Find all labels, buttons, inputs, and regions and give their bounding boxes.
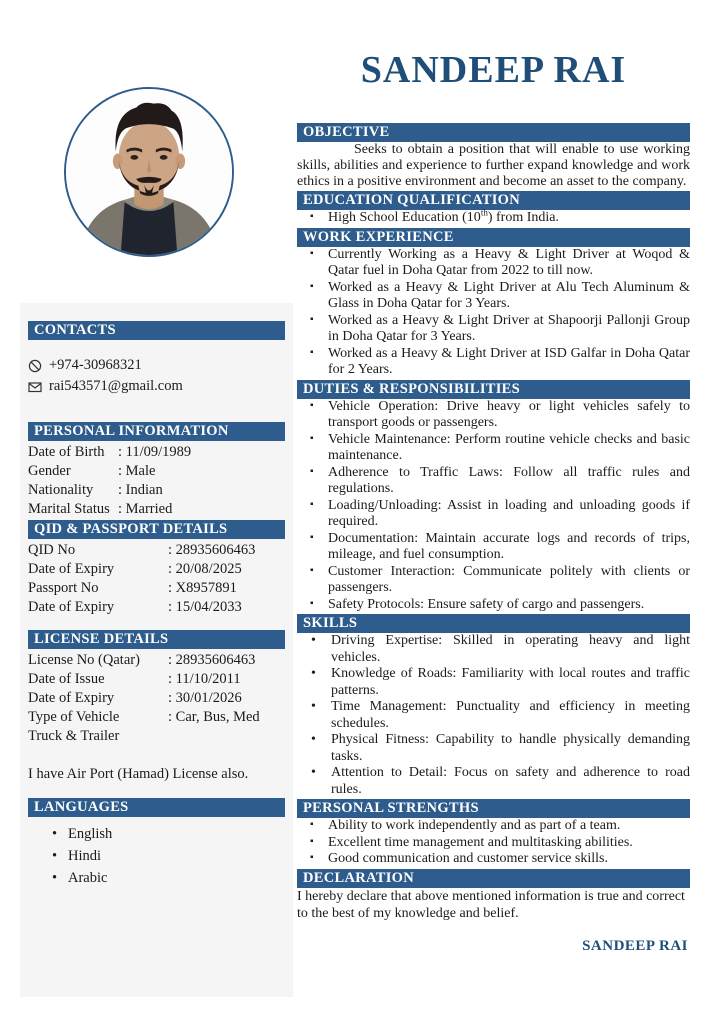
main-column: [297, 123, 690, 955]
duty-item: ▪ Customer Interaction: Communicate politely with clients or passengers.: [297, 564, 690, 597]
info-label: Passport No: [28, 580, 99, 596]
info-row: [28, 560, 285, 579]
contacts-heading: CONTACTS: [28, 321, 285, 340]
info-value: : 15/04/2033: [168, 599, 242, 615]
declaration-heading: DECLARATION: [297, 869, 690, 888]
language-item: • English: [28, 823, 285, 845]
education-item-superscript: th: [480, 207, 488, 218]
phone-number: +974-30968321: [49, 357, 142, 373]
info-label: Date of Expiry: [28, 561, 115, 577]
info-label: QID No: [28, 542, 76, 558]
personal-strengths-list: [297, 818, 690, 868]
info-row: [28, 689, 285, 708]
work-experience-item: ▪ Worked as a Heavy & Light Driver at Shapoorji Pallonji Group in Doha Qatar for 3 Years.: [297, 313, 690, 346]
duty-item: ▪ Vehicle Maintenance: Perform routine vehicle checks and basic maintenance.: [297, 432, 690, 465]
education-item: [297, 207, 690, 227]
personal-strengths-heading: PERSONAL STRENGTHS: [297, 799, 690, 818]
license-rows: [28, 651, 285, 727]
work-experience-item: ▪ Currently Working as a Heavy & Light Driver at Woqod & Qatar fuel in Doha Qatar from 2022 to till now.: [297, 247, 690, 280]
duties-list: [297, 399, 690, 614]
work-experience-heading: WORK EXPERIENCE: [297, 228, 690, 247]
work-experience-item: ▪ Worked as a Heavy & Light Driver at ISD Galfar in Doha Qatar for 2 Years.: [297, 346, 690, 379]
info-value: : 30/01/2026: [168, 690, 242, 706]
skills-heading: SKILLS: [297, 614, 690, 633]
languages-list: [28, 823, 285, 889]
page-title: SANDEEP RAI: [360, 49, 627, 91]
education-heading: EDUCATION QUALIFICATION: [297, 191, 690, 210]
education-item-text-end: ) from India.: [487, 210, 559, 225]
info-label: Marital Status: [28, 501, 110, 517]
info-label: Type of Vehicle: [28, 709, 120, 725]
language-item: • Hindi: [28, 845, 285, 867]
phone-row: [28, 356, 285, 375]
airport-license-note: I have Air Port (Hamad) License also.: [28, 766, 249, 782]
info-row: [28, 598, 285, 617]
info-label: Date of Expiry: [28, 690, 115, 706]
email-address: rai543571@gmail.com: [49, 378, 183, 394]
email-row: [28, 377, 285, 396]
info-value: : 28935606463: [168, 652, 256, 668]
info-row: [28, 670, 285, 689]
skill-item: • Knowledge of Roads: Familiarity with local routes and traffic patterns.: [297, 666, 690, 699]
info-label: Date of Expiry: [28, 599, 115, 615]
info-value: : 11/09/1989: [118, 444, 192, 460]
duty-item: ▪ Vehicle Operation: Drive heavy or light vehicles safely to transport goods or passengers.: [297, 399, 690, 432]
objective-heading: OBJECTIVE: [297, 123, 690, 142]
vehicle-type-overflow: Truck & Trailer: [28, 728, 120, 744]
info-value: : X8957891: [168, 580, 237, 596]
education-list: [297, 207, 690, 227]
strength-item: ▪ Ability to work independently and as part of a team.: [297, 818, 690, 835]
duty-item: ▪ Documentation: Maintain accurate logs and records of trips, mileage, and fuel consumption.: [297, 531, 690, 564]
languages-heading: LANGUAGES: [28, 798, 285, 817]
personal-information-rows: [28, 443, 285, 519]
declaration-text: I hereby declare that above mentioned information is true and correct to the best of my knowledge and belief.: [297, 888, 685, 921]
info-value: : Married: [118, 501, 173, 517]
license-details-heading: LICENSE DETAILS: [28, 630, 285, 649]
objective-text: Seeks to obtain a position that will enable to use working skills, abilities and experience to further expand knowledge and work ethics in a positive environment and become an asset to the company.: [297, 142, 690, 189]
duty-item: ▪ Loading/Unloading: Assist in loading and unloading goods if required.: [297, 498, 690, 531]
info-value: : Indian: [118, 482, 163, 498]
education-item-text: High School Education (10: [328, 210, 481, 225]
portrait-illustration: [66, 89, 232, 255]
duties-heading: DUTIES & RESPONSIBILITIES: [297, 380, 690, 399]
info-value: : Male: [118, 463, 156, 479]
info-row: [28, 541, 285, 560]
language-item: • Arabic: [28, 867, 285, 889]
info-value: : Car, Bus, Med: [168, 709, 260, 725]
qid-passport-heading: QID & PASSPORT DETAILS: [28, 520, 285, 539]
info-label: License No (Qatar): [28, 652, 140, 668]
info-value: : 28935606463: [168, 542, 256, 558]
info-row: [28, 579, 285, 598]
info-label: Date of Birth: [28, 444, 105, 460]
skill-item: • Time Management: Punctuality and efficiency in meeting schedules.: [297, 699, 690, 732]
strength-item: ▪ Good communication and customer service skills.: [297, 851, 690, 868]
work-experience-item: ▪ Worked as a Heavy & Light Driver at Alu Tech Aluminum & Glass in Doha Qatar for 3 Years.: [297, 280, 690, 313]
info-label: Date of Issue: [28, 671, 105, 687]
strength-item: ▪ Excellent time management and multitasking abilities.: [297, 835, 690, 852]
info-value: : 11/10/2011: [168, 671, 241, 687]
info-row: [28, 443, 285, 462]
sidebar-panel: [20, 303, 293, 997]
skill-item: • Physical Fitness: Capability to handle physically demanding tasks.: [297, 732, 690, 765]
info-value: : 20/08/2025: [168, 561, 242, 577]
skills-list: [297, 633, 690, 798]
skill-item: • Attention to Detail: Focus on safety and adherence to road rules.: [297, 765, 690, 798]
duty-item: ▪ Adherence to Traffic Laws: Follow all traffic rules and regulations.: [297, 465, 690, 498]
info-row: [28, 500, 285, 519]
signature: SANDEEP RAI: [582, 937, 688, 954]
info-row: [28, 708, 285, 727]
info-label: Gender: [28, 463, 71, 479]
info-label: Nationality: [28, 482, 94, 498]
personal-information-heading: PERSONAL INFORMATION: [28, 422, 285, 441]
skill-item: • Driving Expertise: Skilled in operating heavy and light vehicles.: [297, 633, 690, 666]
info-row: [28, 651, 285, 670]
info-row: [28, 462, 285, 481]
phone-icon: [28, 359, 42, 373]
info-row: [28, 481, 285, 500]
duty-item: ▪ Safety Protocols: Ensure safety of cargo and passengers.: [297, 597, 690, 614]
profile-photo: [64, 87, 234, 257]
qid-passport-rows: [28, 541, 285, 617]
work-experience-list: [297, 247, 690, 379]
email-icon: [28, 380, 42, 394]
